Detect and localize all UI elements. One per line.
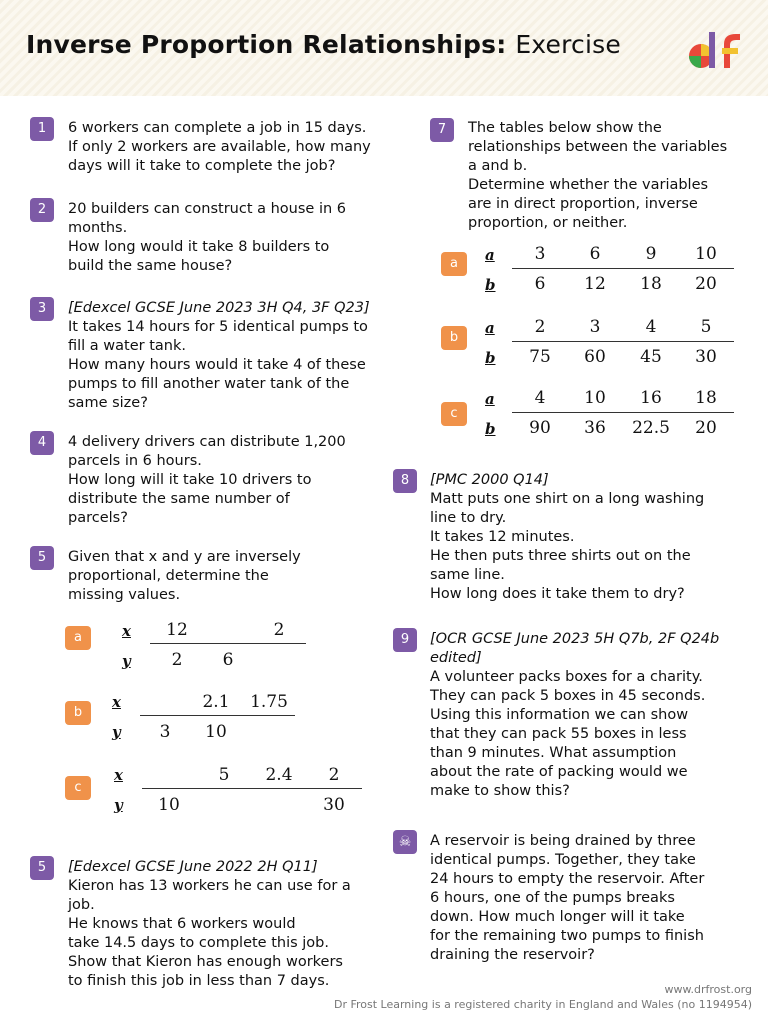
- question-badge: 3: [30, 297, 54, 321]
- row-label: x: [112, 693, 121, 711]
- question-badge: 7: [430, 118, 454, 142]
- question-line: He knows that 6 workers would: [68, 916, 296, 932]
- question-line: Determine whether the variables: [468, 177, 709, 193]
- table-cell: 4: [534, 388, 546, 408]
- table-cell: 12: [166, 620, 188, 640]
- row-label: a: [485, 319, 495, 337]
- title-main: Inverse Proportion Relationships:: [26, 30, 507, 59]
- question-line: It takes 12 minutes.: [430, 529, 575, 545]
- footer-charity: Dr Frost Learning is a registered charity in England and Wales (no 1194954): [333, 998, 752, 1011]
- question-badge: 8: [393, 469, 417, 493]
- table-cell: 18: [640, 274, 662, 294]
- question-badge: 1: [30, 117, 54, 141]
- table-cell: 18: [695, 388, 717, 408]
- skull-icon: ☠: [393, 830, 417, 854]
- row-label: y: [122, 652, 131, 670]
- part-badge: b: [65, 701, 91, 725]
- table-cell: 5: [700, 317, 712, 337]
- question-line: Kieron has 13 workers he can use for a: [68, 878, 351, 894]
- table-cell: 90: [529, 418, 551, 438]
- question-line: take 14.5 days to complete this job.: [68, 935, 329, 951]
- question-line: 20 builders can construct a house in 6: [68, 201, 346, 217]
- question-3: [68, 299, 370, 413]
- question-line: make to show this?: [430, 783, 570, 799]
- question-2: [68, 200, 346, 276]
- question-line: How long will it take 10 drivers to: [68, 472, 312, 488]
- row-label: a: [485, 246, 495, 264]
- table-cell: 22.5: [632, 418, 670, 438]
- table-rule: [140, 715, 295, 716]
- row-label: a: [485, 390, 495, 408]
- table-cell: 6: [534, 274, 546, 294]
- row-label: x: [114, 766, 123, 784]
- table-cell: 75: [529, 347, 551, 367]
- question-line: distribute the same number of: [68, 491, 290, 507]
- question-line: job.: [68, 897, 95, 913]
- question-line: relationships between the variables: [468, 139, 728, 155]
- row-label: y: [114, 796, 123, 814]
- question-line: Matt puts one shirt on a long washing: [430, 491, 705, 507]
- title-sub: Exercise: [515, 30, 621, 59]
- question-line: missing values.: [68, 587, 181, 603]
- page-title: [26, 30, 621, 59]
- part-badge: c: [441, 402, 467, 426]
- question-5b: [68, 858, 351, 991]
- table-cell: 3: [589, 317, 601, 337]
- question-line: They can pack 5 boxes in 45 seconds.: [430, 688, 706, 704]
- question-9: [430, 630, 719, 801]
- question-line: about the rate of packing would we: [430, 764, 688, 780]
- question-source: [OCR GCSE June 2023 5H Q7b, 2F Q24b: [430, 631, 720, 647]
- part-badge: b: [441, 326, 467, 350]
- question-badge: 2: [30, 198, 54, 222]
- question-line: build the same house?: [68, 258, 233, 274]
- question-line: Using this information we can show: [430, 707, 689, 723]
- table-cell: 2.4: [265, 765, 293, 785]
- question-line: are in direct proportion, inverse: [468, 196, 698, 212]
- question-line: Show that Kieron has enough workers: [68, 954, 343, 970]
- part-badge: c: [65, 776, 91, 800]
- table-rule: [142, 788, 362, 789]
- table-cell: 12: [584, 274, 606, 294]
- question-source: [PMC 2000 Q14]: [430, 472, 549, 488]
- question-7: [468, 119, 727, 233]
- question-1: [68, 119, 371, 176]
- question-badge: 4: [30, 431, 54, 455]
- table-cell: 10: [695, 244, 717, 264]
- question-line: a and b.: [468, 158, 528, 174]
- question-line: A reservoir is being drained by three: [430, 833, 696, 849]
- question-badge: 5: [30, 546, 54, 570]
- row-label: b: [485, 349, 496, 367]
- question-line: down. How much longer will it take: [430, 909, 685, 925]
- question-line: proportional, determine the: [68, 568, 269, 584]
- question-line: line to dry.: [430, 510, 507, 526]
- question-line: 24 hours to empty the reservoir. After: [430, 871, 705, 887]
- question-badge: 5: [30, 856, 54, 880]
- table-cell: 30: [323, 795, 345, 815]
- question-line: The tables below show the: [468, 120, 662, 136]
- question-line: pumps to fill another water tank of the: [68, 376, 350, 392]
- question-line: How long does it take them to dry?: [430, 586, 685, 602]
- question-source: [Edexcel GCSE June 2022 2H Q11]: [68, 859, 318, 875]
- table-cell: 20: [695, 274, 717, 294]
- table-cell: 60: [584, 347, 606, 367]
- question-source: edited]: [430, 650, 482, 666]
- question-line: 4 delivery drivers can distribute 1,200: [68, 434, 346, 450]
- question-line: Given that x and y are inversely: [68, 549, 301, 565]
- row-label: b: [485, 276, 496, 294]
- table-cell: 36: [584, 418, 606, 438]
- table-cell: 6: [589, 244, 601, 264]
- table-cell: 10: [158, 795, 180, 815]
- question-line: How long would it take 8 builders to: [68, 239, 330, 255]
- row-label: y: [112, 723, 121, 741]
- question-line: A volunteer packs boxes for a charity.: [430, 669, 703, 685]
- question-line: 6 workers can complete a job in 15 days.: [68, 120, 367, 136]
- table-cell: 10: [205, 722, 227, 742]
- table-cell: 4: [645, 317, 657, 337]
- question-badge: 9: [393, 628, 417, 652]
- table-cell: 30: [695, 347, 717, 367]
- table-cell: 2.1: [202, 692, 230, 712]
- table-cell: 20: [695, 418, 717, 438]
- question-line: to finish this job in less than 7 days.: [68, 973, 330, 989]
- row-label: b: [485, 420, 496, 438]
- question-line: parcels?: [68, 510, 128, 526]
- table-cell: 6: [222, 650, 234, 670]
- table-cell: 9: [645, 244, 657, 264]
- part-badge: a: [65, 626, 91, 650]
- header-band: [0, 0, 768, 96]
- question-line: same size?: [68, 395, 148, 411]
- question-line: It takes 14 hours for 5 identical pumps to: [68, 319, 368, 335]
- question-8: [430, 471, 704, 604]
- question-line: months.: [68, 220, 128, 236]
- question-source: [Edexcel GCSE June 2023 3H Q4, 3F Q23]: [68, 300, 370, 316]
- table-cell: 1.75: [250, 692, 288, 712]
- table-cell: 2: [534, 317, 546, 337]
- question-line: parcels in 6 hours.: [68, 453, 202, 469]
- table-rule: [512, 341, 734, 342]
- question-line: How many hours would it take 4 of these: [68, 357, 366, 373]
- question-line: than 9 minutes. What assumption: [430, 745, 677, 761]
- question-line: for the remaining two pumps to finish: [430, 928, 704, 944]
- table-cell: 10: [584, 388, 606, 408]
- question-line: proportion, or neither.: [468, 215, 628, 231]
- table-cell: 3: [159, 722, 171, 742]
- question-line: that they can pack 55 boxes in less: [430, 726, 687, 742]
- question-line: 6 hours, one of the pumps breaks: [430, 890, 675, 906]
- question-line: draining the reservoir?: [430, 947, 595, 963]
- table-rule: [512, 268, 734, 269]
- table-cell: 2: [273, 620, 285, 640]
- row-label: x: [122, 622, 131, 640]
- table-cell: 16: [640, 388, 662, 408]
- table-cell: 5: [218, 765, 230, 785]
- question-line: same line.: [430, 567, 505, 583]
- question-line: days will it take to complete the job?: [68, 158, 336, 174]
- table-rule: [150, 643, 306, 644]
- question-challenge: [430, 832, 704, 965]
- question-4: [68, 433, 346, 528]
- logo-text: df: [688, 35, 690, 37]
- table-cell: 2: [171, 650, 183, 670]
- drfrost-logo-icon: [686, 28, 746, 72]
- question-5: [68, 548, 301, 605]
- table-cell: 2: [328, 765, 340, 785]
- question-line: fill a water tank.: [68, 338, 186, 354]
- table-cell: 3: [534, 244, 546, 264]
- question-line: identical pumps. Together, they take: [430, 852, 696, 868]
- footer-url[interactable]: www.drfrost.org: [664, 983, 752, 996]
- question-line: He then puts three shirts out on the: [430, 548, 691, 564]
- table-rule: [512, 412, 734, 413]
- table-cell: 45: [640, 347, 662, 367]
- part-badge: a: [441, 252, 467, 276]
- question-line: If only 2 workers are available, how many: [68, 139, 371, 155]
